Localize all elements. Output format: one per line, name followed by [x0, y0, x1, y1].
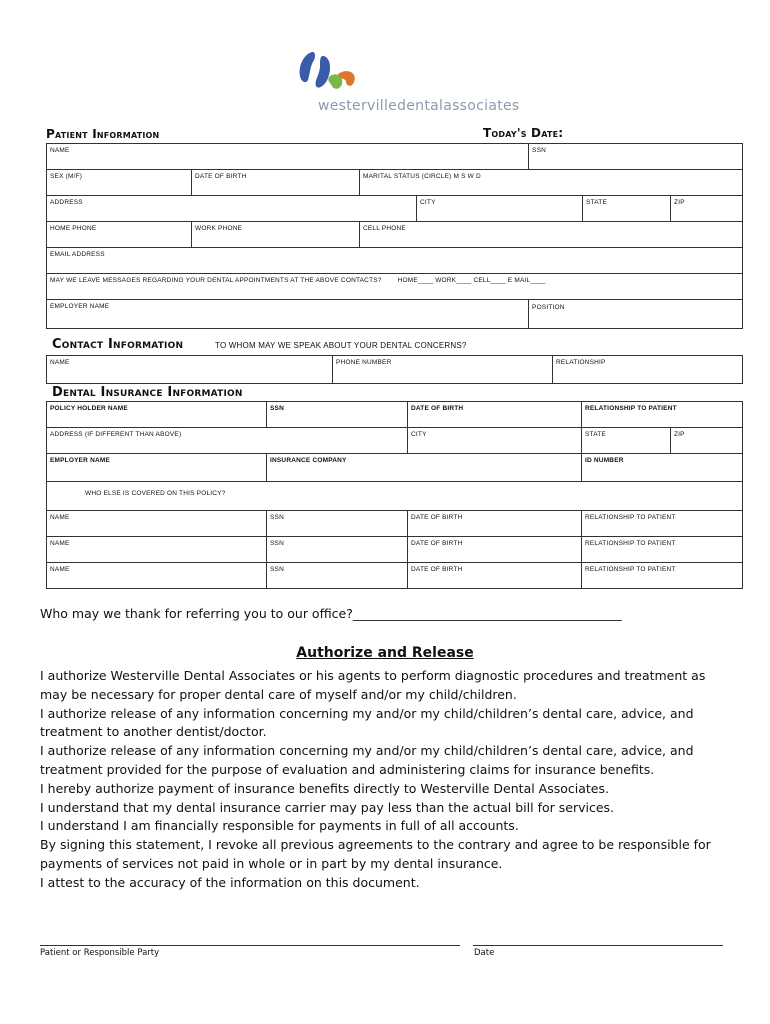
authorization-paragraph: By signing this statement, I revoke all previous agreements to the contrary and agree to be responsible for payments of services not paid in whole or in part by my dental insurance. [40, 837, 711, 871]
insurance-ssn-field[interactable]: SSN [267, 402, 408, 428]
who-else-covered-label: WHO ELSE IS COVERED ON THIS POLICY? [47, 482, 743, 511]
insurance-relationship-field[interactable]: RELATIONSHIP TO PATIENT [582, 402, 743, 428]
patient-dob-field[interactable]: DATE OF BIRTH [192, 170, 360, 196]
authorization-paragraph: I attest to the accuracy of the information on this document. [40, 874, 420, 890]
referral-question[interactable]: Who may we thank for referring you to our office?___________________________________________ [40, 606, 622, 621]
contact-phone-field[interactable]: PHONE NUMBER [333, 356, 553, 384]
insurance-company-field[interactable]: INSURANCE COMPANY [267, 454, 582, 482]
contact-relationship-field[interactable]: RELATIONSHIP [553, 356, 743, 384]
work-phone-field[interactable]: WORK PHONE [192, 222, 360, 248]
covered-name-field[interactable]: NAME [47, 511, 267, 537]
practice-logo [290, 46, 520, 118]
authorize-release-title: Authorize and Release [296, 645, 474, 661]
insurance-state-field[interactable]: STATE [582, 428, 671, 454]
authorization-paragraph: I hereby authorize payment of insurance benefits directly to Westerville Dental Associates. [40, 780, 609, 796]
home-phone-field[interactable]: HOME PHONE [47, 222, 192, 248]
covered-ssn-field[interactable]: SSN [267, 511, 408, 537]
patient-sex-field[interactable]: SEX (M/F) [47, 170, 192, 196]
patient-city-field[interactable]: CITY [417, 196, 583, 222]
employer-name-field[interactable]: EMPLOYER NAME [47, 300, 529, 329]
patient-info-table [46, 143, 743, 329]
authorize-release-body [40, 667, 735, 893]
logo-text: westervilledentalassociates [318, 98, 520, 114]
todays-date-label: Today's Date: [483, 126, 564, 140]
covered-dob-field[interactable]: DATE OF BIRTH [408, 511, 582, 537]
message-permission-options: HOME____ WORK____ CELL____ E MAIL____ [397, 277, 546, 284]
covered-relationship-field[interactable]: RELATIONSHIP TO PATIENT [582, 537, 743, 563]
message-permission-question: MAY WE LEAVE MESSAGES REGARDING YOUR DENTAL APPOINTMENTS AT THE ABOVE CONTACTS? [50, 277, 382, 284]
patient-signature-label: Patient or Responsible Party [40, 948, 160, 958]
contact-info-table [46, 355, 743, 384]
patient-address-field[interactable]: ADDRESS [47, 196, 417, 222]
email-field[interactable]: EMAIL ADDRESS [47, 248, 743, 274]
insurance-info-title: Dental Insurance Information [52, 385, 243, 400]
covered-name-field[interactable]: NAME [47, 537, 267, 563]
insurance-zip-field[interactable]: ZIP [671, 428, 743, 454]
insurance-address-field[interactable]: ADDRESS (IF DIFFERENT THAN ABOVE) [47, 428, 408, 454]
message-permission-row[interactable] [47, 274, 743, 300]
insurance-city-field[interactable]: CITY [408, 428, 582, 454]
covered-ssn-field[interactable]: SSN [267, 537, 408, 563]
patient-ssn-field[interactable]: SSN [529, 144, 743, 170]
policy-holder-field[interactable]: POLICY HOLDER NAME [47, 402, 267, 428]
covered-person-row [47, 511, 743, 537]
marital-status-field[interactable]: MARITAL STATUS (CIRCLE) M S W D [360, 170, 743, 196]
covered-dob-field[interactable]: DATE OF BIRTH [408, 563, 582, 589]
authorization-paragraph: I understand that my dental insurance carrier may pay less than the actual bill for services. [40, 799, 614, 815]
authorization-paragraph: I authorize Westerville Dental Associates or his agents to perform diagnostic procedures and treatment as may be necessary for proper dental care of myself and/or my child/children. [40, 668, 706, 702]
insurance-id-number-field[interactable]: ID NUMBER [582, 454, 743, 482]
authorization-paragraph: I authorize release of any information concerning my and/or my child/children’s dental care, advice, and treatment to another dentist/doctor. [40, 705, 694, 740]
position-field[interactable]: POSITION [529, 300, 743, 329]
signature-date-line[interactable] [473, 945, 723, 946]
insurance-employer-field[interactable]: EMPLOYER NAME [47, 454, 267, 482]
patient-zip-field[interactable]: ZIP [671, 196, 743, 222]
covered-relationship-field[interactable]: RELATIONSHIP TO PATIENT [582, 563, 743, 589]
contact-info-subtitle: TO WHOM MAY WE SPEAK ABOUT YOUR DENTAL CONCERNS? [215, 341, 467, 350]
insurance-dob-field[interactable]: DATE OF BIRTH [408, 402, 582, 428]
covered-relationship-field[interactable]: RELATIONSHIP TO PATIENT [582, 511, 743, 537]
tooth-logo-icon [290, 46, 370, 106]
insurance-info-table [46, 401, 743, 589]
authorization-paragraph: I understand I am financially responsible for payments in full of all accounts. [40, 818, 519, 834]
covered-person-row [47, 563, 743, 589]
patient-signature-line[interactable] [40, 945, 460, 946]
patient-info-title: Patient Information [46, 127, 160, 141]
patient-state-field[interactable]: STATE [583, 196, 671, 222]
covered-dob-field[interactable]: DATE OF BIRTH [408, 537, 582, 563]
cell-phone-field[interactable]: CELL PHONE [360, 222, 743, 248]
contact-info-title: Contact Information [52, 337, 184, 352]
covered-person-row [47, 537, 743, 563]
covered-ssn-field[interactable]: SSN [267, 563, 408, 589]
authorization-paragraph: I authorize release of any information concerning my and/or my child/children’s dental care, advice, and treatment provided for the purpose of evaluation and administering claims for insurance benefits. [40, 743, 694, 777]
covered-name-field[interactable]: NAME [47, 563, 267, 589]
signature-date-label: Date [474, 948, 495, 958]
contact-name-field[interactable]: NAME [47, 356, 333, 384]
patient-name-field[interactable]: NAME [47, 144, 529, 170]
